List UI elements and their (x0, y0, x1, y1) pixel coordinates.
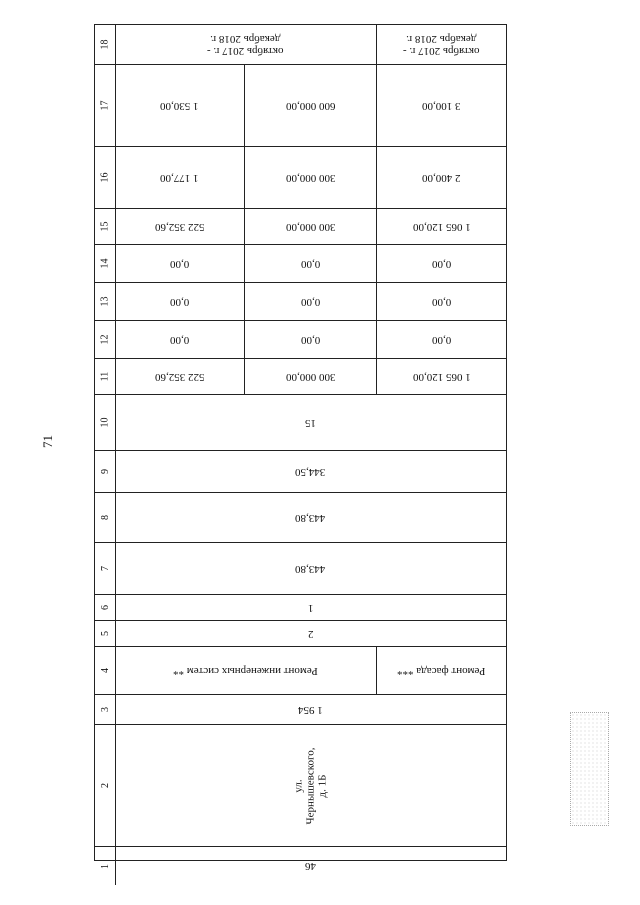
row-number: 8 (95, 493, 116, 542)
row-number: 16 (95, 147, 116, 208)
row-number: 3 (95, 695, 116, 724)
table-row (95, 543, 506, 595)
table-cell: 3 100,00 (422, 99, 461, 112)
table-cell: 522 352,60 (115, 209, 245, 244)
table-cell: 15 (305, 416, 316, 429)
table-cell: 46 (305, 860, 316, 872)
row-number: 5 (95, 621, 116, 646)
table-cell: 1 530,00 (115, 65, 245, 146)
table-cell: 1 954 (298, 703, 323, 716)
table-row (95, 245, 506, 283)
table-cell: 0,00 (431, 295, 452, 308)
row-number: 18 (95, 25, 116, 64)
table-row (95, 493, 506, 543)
row-number: 9 (95, 451, 116, 492)
table-row (95, 209, 506, 245)
row-number: 2 (95, 725, 116, 846)
table-row (95, 359, 506, 395)
row-number: 12 (95, 321, 116, 358)
table-cell: 344,50 (295, 465, 326, 478)
table-row (95, 321, 506, 359)
table-cell: 2 (307, 627, 314, 640)
row-number: 1 (95, 847, 116, 885)
row-number: 14 (95, 245, 116, 282)
table-cell: 1 065 120,00 (412, 370, 471, 383)
row-number: 4 (95, 647, 116, 694)
table-cell: 0,00 (115, 245, 245, 282)
table-row (95, 621, 506, 647)
table-cell: 0,00 (115, 321, 245, 358)
table-cell: 0,00 (431, 257, 452, 270)
table-row (95, 647, 506, 695)
row-number: 13 (95, 283, 116, 320)
row-number: 6 (95, 595, 116, 620)
table-cell: 522 352,60 (115, 359, 245, 394)
faint-stamp (570, 712, 609, 826)
table-row (95, 395, 506, 451)
table-cell: 443,80 (295, 511, 326, 524)
row-number: 7 (95, 543, 116, 594)
table-cell: 300 000,00 (245, 359, 377, 394)
table-cell: 0,00 (431, 333, 452, 346)
table-row (95, 25, 506, 65)
table-cell: Ремонт фасада *** (397, 664, 486, 677)
row-number: 10 (95, 395, 116, 450)
table-cell: 300 000,00 (245, 209, 377, 244)
row-number: 17 (95, 65, 116, 146)
table-cell: 300 000,00 (245, 147, 377, 208)
table-row (95, 451, 506, 493)
table-row (95, 147, 506, 209)
table-cell: 1 (307, 601, 314, 614)
table-cell: 443,80 (295, 562, 326, 575)
works-table (94, 24, 507, 872)
table-cell: 2 400,00 (422, 171, 461, 184)
table-cell: 0,00 (115, 283, 245, 320)
table-cell: октябрь 2017 г. - декабрь 2018 г. (115, 25, 377, 64)
table-row (95, 695, 506, 725)
table-cell: ул. Чернышевского, д. 1Б (292, 747, 329, 824)
table-cell: 1 065 120,00 (412, 220, 471, 233)
table-row (95, 725, 506, 847)
table-row (95, 595, 506, 621)
table-cell: 600 000,00 (245, 65, 377, 146)
table-cell: 0,00 (245, 283, 377, 320)
table-row (95, 847, 506, 885)
table-cell: 0,00 (245, 245, 377, 282)
table-cell: Ремонт инженерных систем ** (115, 647, 377, 694)
row-number: 15 (95, 209, 116, 244)
table-row (95, 65, 506, 147)
table-cell: октябрь 2017 г. - декабрь 2018 г. (403, 32, 480, 57)
table-cell: 0,00 (245, 321, 377, 358)
page-number: 71 (40, 435, 55, 448)
table-cell: 1 177,00 (115, 147, 245, 208)
table-row (95, 283, 506, 321)
row-number: 11 (95, 359, 116, 394)
